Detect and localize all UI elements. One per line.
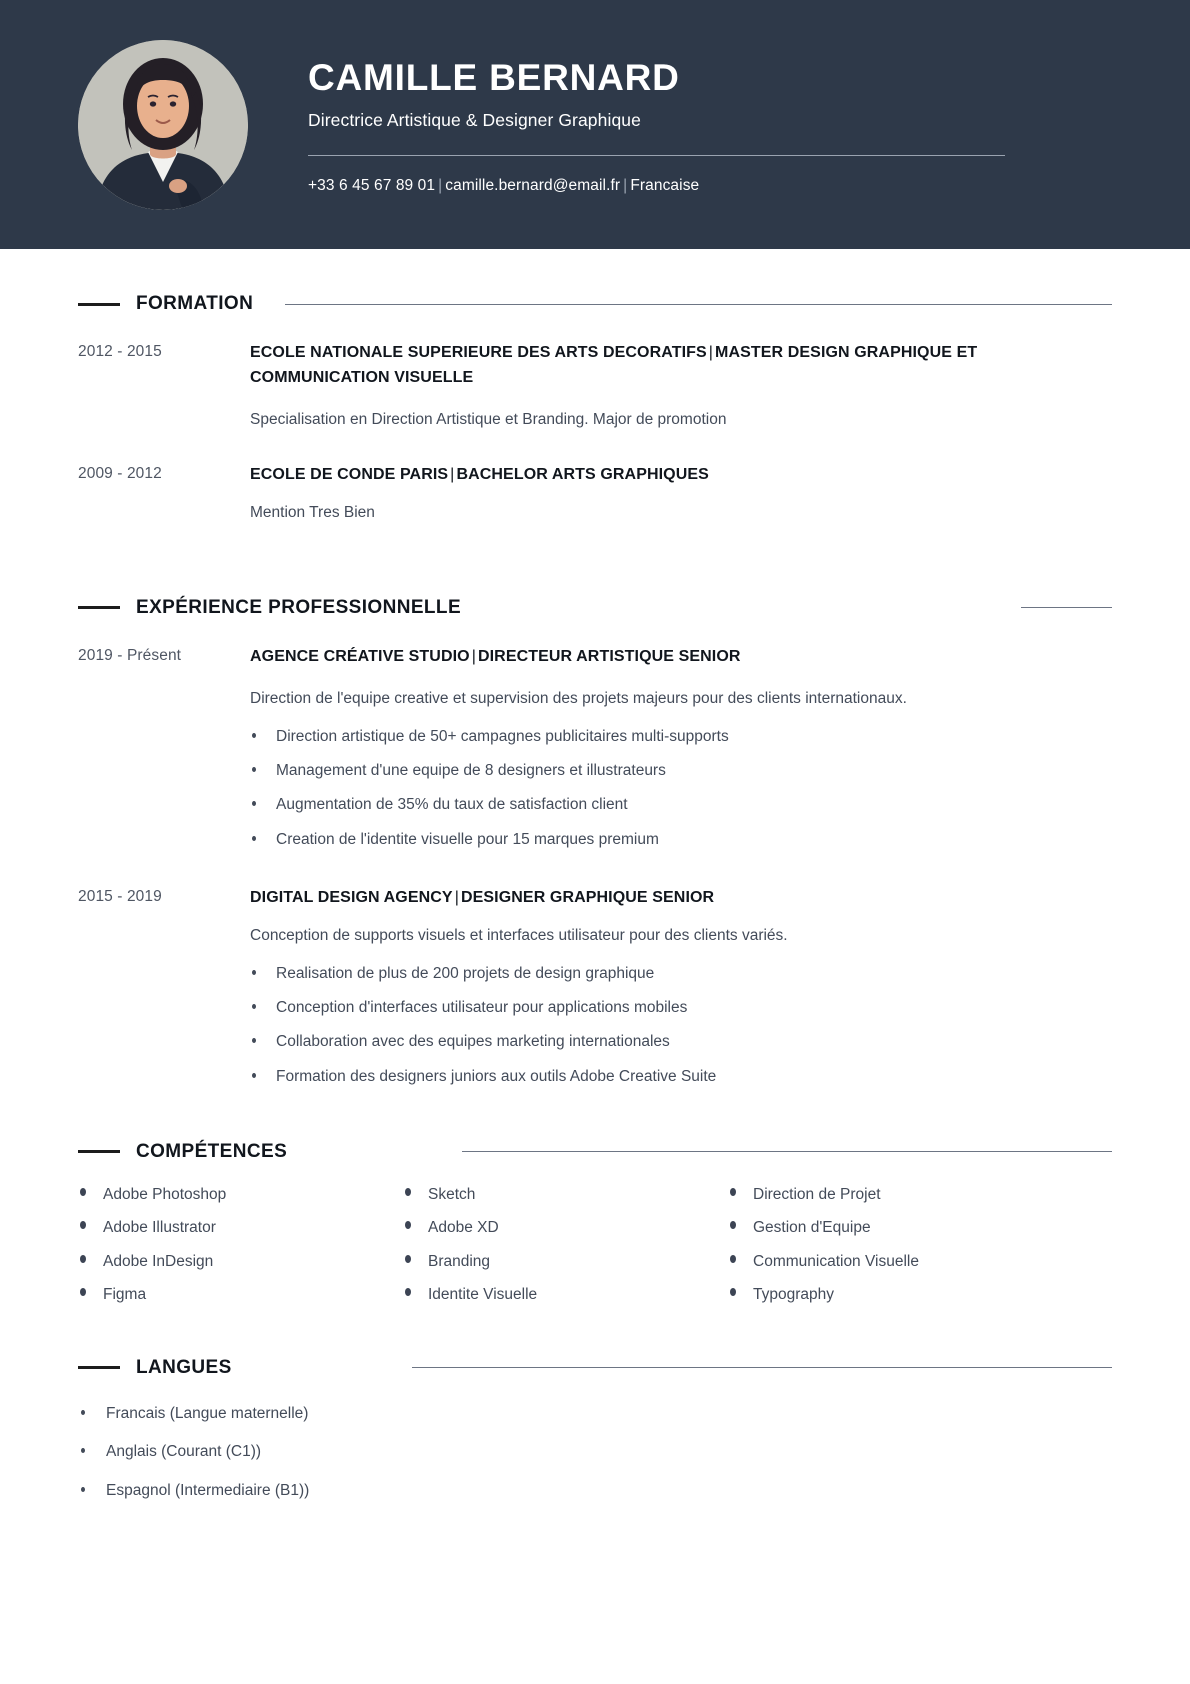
avatar (78, 40, 248, 210)
skill-item: Adobe Illustrator (78, 1220, 403, 1254)
list-item: Anglais (Courant (C1)) (78, 1443, 1112, 1462)
title-separator: | (708, 344, 714, 361)
experience-entry (78, 886, 1112, 1101)
experience-title (250, 645, 1112, 670)
education-institution: ECOLE DE CONDE PARIS (250, 466, 449, 484)
experience-content (250, 645, 1112, 864)
section-title-experience: EXPÉRIENCE PROFESSIONNELLE (136, 596, 462, 618)
experience-description: Conception de supports visuels et interfaces utilisateur pour des clients variés. (250, 926, 788, 944)
section-header-experience (78, 597, 1112, 619)
section-dash-icon (78, 303, 120, 306)
education-entry (78, 341, 1112, 433)
experience-bullet-list (250, 964, 1112, 1087)
header-text-block (308, 54, 1130, 196)
list-item: Realisation de plus de 200 projets de design graphique (250, 964, 1112, 984)
experience-description: Direction de l'equipe creative et supervision des projets majeurs pour des clients internationaux. (250, 689, 907, 707)
email-address[interactable]: camille.bernard@email.fr (445, 177, 621, 195)
experience-date: 2015 - 2019 (78, 887, 162, 905)
contact-line (308, 177, 1130, 195)
page-title: CAMILLE BERNARD (308, 56, 680, 98)
skill-item: Communication Visuelle (728, 1254, 1112, 1288)
job-title: Directrice Artistique & Designer Graphique (308, 110, 641, 131)
section-rule (462, 1151, 1112, 1152)
skill-item: Sketch (403, 1187, 728, 1221)
experience-company: DIGITAL DESIGN AGENCY (250, 888, 453, 906)
education-degree: BACHELOR ARTS GRAPHIQUES (456, 466, 709, 484)
resume-header (0, 0, 1190, 249)
education-content (250, 463, 1112, 526)
education-description: Mention Tres Bien (250, 504, 375, 522)
title-separator: | (454, 888, 459, 906)
education-content (250, 341, 1112, 433)
section-header-competences (78, 1141, 1112, 1163)
education-title (250, 341, 1112, 391)
skill-item: Branding (403, 1254, 728, 1288)
section-header-langues (78, 1357, 1112, 1379)
experience-company: AGENCE CRÉATIVE STUDIO (250, 647, 470, 665)
list-item: Management d'une equipe de 8 designers et illustrateurs (250, 761, 1112, 781)
skill-item: Figma (78, 1287, 403, 1321)
education-institution: ECOLE NATIONALE SUPERIEURE DES ARTS DECORATIFS (250, 344, 707, 361)
list-item: Francais (Langue maternelle) (78, 1405, 1112, 1424)
section-rule (285, 304, 1112, 305)
section-header-formation (78, 293, 1112, 315)
skill-item: Adobe InDesign (78, 1254, 403, 1288)
experience-entry (78, 645, 1112, 864)
resume-body (0, 293, 1190, 1501)
experience-position: DIRECTEUR ARTISTIQUE SENIOR (477, 647, 741, 665)
education-date: 2009 - 2012 (78, 465, 162, 483)
contact-separator-2: | (623, 177, 628, 195)
education-description: Specialisation en Direction Artistique et Branding. Major de promotion (250, 410, 727, 428)
skill-item: Adobe Photoshop (78, 1187, 403, 1221)
contact-separator-1: | (438, 177, 443, 195)
education-title (250, 463, 1112, 488)
header-divider (308, 155, 1005, 156)
list-item: Augmentation de 35% du taux de satisfaction client (250, 795, 1112, 815)
experience-bullet-list (250, 727, 1112, 850)
skill-item: Adobe XD (403, 1220, 728, 1254)
section-rule (1021, 607, 1112, 608)
section-title-langues: LANGUES (136, 1356, 232, 1378)
list-item: Espagnol (Intermediaire (B1)) (78, 1482, 1112, 1501)
skills-grid (78, 1187, 1112, 1321)
title-separator: | (471, 647, 476, 665)
skill-item: Gestion d'Equipe (728, 1220, 1112, 1254)
experience-title (250, 886, 1112, 911)
section-rule (412, 1367, 1112, 1368)
list-item: Collaboration avec des equipes marketing internationales (250, 1032, 1112, 1052)
section-dash-icon (78, 606, 120, 609)
section-title-competences: COMPÉTENCES (136, 1140, 288, 1162)
title-separator: | (450, 466, 455, 484)
skill-item: Direction de Projet (728, 1187, 1112, 1221)
list-item: Creation de l'identite visuelle pour 15 marques premium (250, 830, 1112, 850)
list-item: Conception d'interfaces utilisateur pour applications mobiles (250, 998, 1112, 1018)
section-dash-icon (78, 1150, 120, 1153)
list-item: Direction artistique de 50+ campagnes publicitaires multi-supports (250, 727, 1112, 747)
nationality: Francaise (630, 177, 700, 195)
experience-date: 2019 - Présent (78, 646, 182, 664)
skill-item: Typography (728, 1287, 1112, 1321)
skill-item: Identite Visuelle (403, 1287, 728, 1321)
education-degree: MASTER DESIGN GRAPHIQUE ET COMMUNICATION VISUELLE (250, 344, 978, 386)
portrait-illustration (78, 40, 248, 210)
education-entry (78, 463, 1112, 526)
section-dash-icon (78, 1366, 120, 1369)
experience-position: DESIGNER GRAPHIQUE SENIOR (460, 888, 715, 906)
education-date: 2012 - 2015 (78, 343, 162, 360)
languages-list (78, 1405, 1112, 1501)
phone-number: +33 6 45 67 89 01 (308, 177, 436, 195)
experience-content (250, 886, 1112, 1101)
section-title-formation: FORMATION (136, 293, 254, 314)
list-item: Formation des designers juniors aux outils Adobe Creative Suite (250, 1067, 1112, 1087)
